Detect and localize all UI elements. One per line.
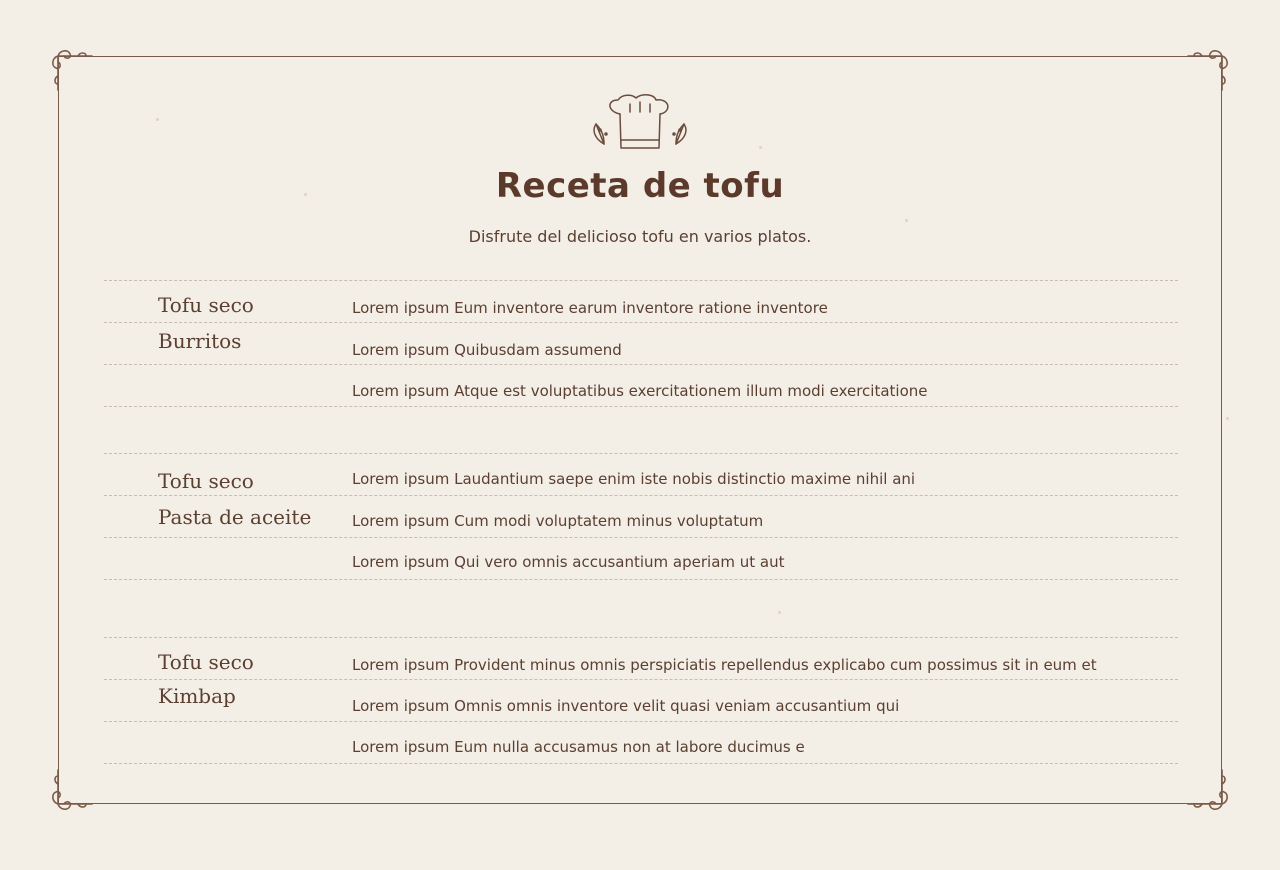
flourish-ornament-icon xyxy=(48,766,96,814)
dashed-rule xyxy=(104,537,1178,538)
recipe-line: Lorem ipsum Qui vero omnis accusantium aperiam ut aut xyxy=(352,553,785,571)
dashed-rule xyxy=(104,453,1178,454)
flourish-ornament-icon xyxy=(1184,46,1232,94)
flourish-ornament-icon xyxy=(1184,766,1232,814)
recipe-name-line1: Tofu seco xyxy=(158,293,254,317)
dashed-rule xyxy=(104,721,1178,722)
chef-hat-icon xyxy=(586,92,694,158)
recipe-line: Lorem ipsum Eum inventore earum inventore ratione inventore xyxy=(352,299,828,317)
dashed-rule xyxy=(104,406,1178,407)
recipe-line: Lorem ipsum Atque est voluptatibus exercitationem illum modi exercitatione xyxy=(352,382,928,400)
recipe-line: Lorem ipsum Quibusdam assumend xyxy=(352,341,622,359)
dashed-rule xyxy=(104,637,1178,638)
dashed-rule xyxy=(104,579,1178,580)
dashed-rule xyxy=(104,495,1178,496)
recipe-name-line2: Burritos xyxy=(158,329,242,353)
dashed-rule xyxy=(104,322,1178,323)
recipe-name-line2: Pasta de aceite xyxy=(158,505,312,529)
recipe-line: Lorem ipsum Provident minus omnis perspiciatis repellendus explicabo cum possimus sit in eum et xyxy=(352,656,1097,674)
recipe-line: Lorem ipsum Laudantium saepe enim iste nobis distinctio maxime nihil ani xyxy=(352,470,916,488)
recipe-line: Lorem ipsum Eum nulla accusamus non at labore ducimus e xyxy=(352,738,805,756)
dashed-rule xyxy=(104,763,1178,764)
dashed-rule xyxy=(104,679,1178,680)
recipe-line: Lorem ipsum Cum modi voluptatem minus voluptatum xyxy=(352,512,764,530)
dashed-rule xyxy=(104,280,1178,281)
recipe-line: Lorem ipsum Omnis omnis inventore velit quasi veniam accusantium qui xyxy=(352,697,900,715)
recipe-name-line1: Tofu seco xyxy=(158,650,254,674)
page-subtitle: Disfrute del delicioso tofu en varios platos. xyxy=(468,227,812,246)
page-title: Receta de tofu xyxy=(495,166,785,206)
recipe-name-line1: Tofu seco xyxy=(158,469,254,493)
dashed-rule xyxy=(104,364,1178,365)
flourish-ornament-icon xyxy=(48,46,96,94)
recipe-name-line2: Kimbap xyxy=(158,684,236,708)
paper-speck xyxy=(1226,417,1229,420)
